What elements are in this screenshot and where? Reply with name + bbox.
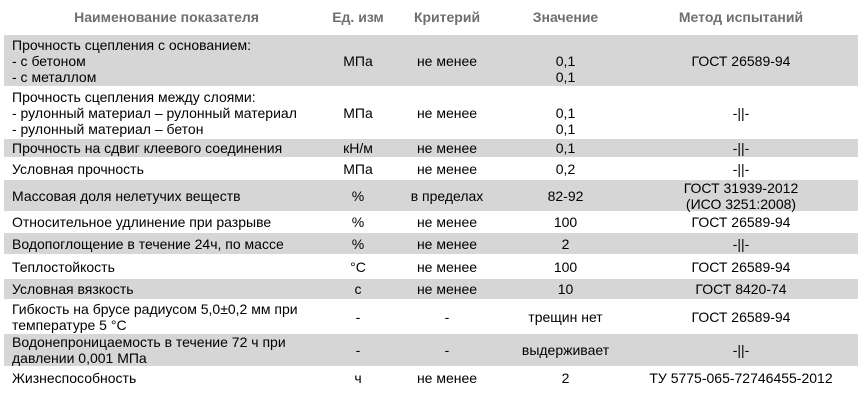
row-criterion-text: не менее: [416, 214, 478, 230]
properties-table: [4, 0, 858, 387]
row-value-text: 0,1: [555, 68, 576, 85]
row-name-text: Водопоглощение в течение 24ч, по массе: [12, 235, 284, 252]
row-value-text: 82-92: [547, 187, 584, 204]
row-method-cell: [624, 368, 858, 387]
row-unit-cell: [329, 180, 387, 211]
row-name-text: Прочность сцепления с основанием:: [12, 36, 252, 53]
row-value-text: [564, 37, 568, 53]
row-criterion-cell: [387, 301, 507, 332]
table-row: [4, 254, 858, 277]
row-unit-cell: [329, 233, 387, 254]
row-method-cell: [624, 35, 858, 86]
row-unit-text: °С: [350, 258, 366, 275]
row-method-cell: [624, 256, 858, 277]
row-criterion-cell: [387, 334, 507, 366]
row-value-text: 0,1: [555, 140, 576, 156]
table-row: [4, 299, 858, 332]
row-method-text: (ИСО 3251:2008): [685, 195, 797, 212]
row-criterion-text: не менее: [416, 369, 478, 386]
row-criterion-cell: [387, 139, 507, 157]
row-method-text: -||-: [732, 140, 750, 156]
table-row: [4, 178, 858, 211]
row-unit-text: ч: [354, 369, 362, 386]
row-method-cell: [624, 213, 858, 231]
row-value-text: 0,1: [555, 120, 576, 137]
row-criterion-cell: [387, 279, 507, 299]
row-name-cell: [4, 301, 329, 332]
table-body: [4, 33, 858, 387]
row-criterion-text: не менее: [416, 140, 478, 156]
row-criterion-text: не менее: [416, 258, 478, 275]
row-method-cell: [624, 334, 858, 366]
row-value-cell: [507, 180, 624, 211]
row-value-text: выдерживает: [521, 342, 610, 358]
row-value-cell: [507, 213, 624, 231]
row-name-cell: [4, 334, 329, 366]
row-method-text: ГОСТ 31939-2012: [683, 179, 799, 196]
row-name-text: Относительное удлинение при разрыве: [12, 214, 272, 230]
row-value-cell: [507, 139, 624, 157]
header-name: Наименование показателя: [74, 8, 259, 25]
row-method-text: ГОСТ 26589-94: [691, 214, 791, 230]
row-unit-cell: [329, 88, 387, 137]
row-name-cell: [4, 139, 329, 157]
row-value-text: 2: [561, 369, 570, 386]
row-criterion-text: не менее: [416, 104, 478, 121]
row-method-cell: [624, 279, 858, 299]
row-criterion-cell: [387, 35, 507, 86]
row-method-text: -||-: [732, 235, 750, 252]
row-value-cell: [507, 279, 624, 299]
table-row: [4, 33, 858, 86]
row-unit-cell: [329, 334, 387, 366]
row-value-text: 100: [553, 258, 578, 275]
row-value-text: 0,2: [555, 160, 576, 177]
row-unit-cell: [329, 301, 387, 332]
header-method: Метод испытаний: [678, 8, 804, 25]
table-row: [4, 157, 858, 178]
row-name-text: Прочность сцепления между слоями:: [12, 88, 256, 105]
row-unit-text: МПа: [343, 52, 373, 69]
row-method-cell: [624, 180, 858, 211]
table-row: [4, 211, 858, 231]
row-unit-text: -: [355, 342, 361, 358]
table-row: [4, 332, 858, 366]
row-criterion-cell: [387, 368, 507, 387]
header-criterion: Критерий: [413, 8, 481, 25]
row-name-text: Жизнеспособность: [12, 369, 137, 386]
row-criterion-cell: [387, 256, 507, 277]
row-criterion-text: -: [444, 308, 450, 325]
row-value-cell: [507, 256, 624, 277]
row-unit-text: МПа: [343, 104, 373, 121]
row-name-text: температуре 5 °С: [12, 316, 127, 333]
row-unit-cell: [329, 35, 387, 86]
table-row: [4, 277, 858, 299]
row-unit-cell: [329, 256, 387, 277]
row-name-text: Водонепроницаемость в течение 72 ч при: [12, 334, 286, 350]
row-unit-text: МПа: [343, 160, 373, 177]
row-criterion-cell: [387, 233, 507, 254]
row-criterion-text: не менее: [416, 235, 478, 252]
row-unit-text: %: [351, 235, 365, 252]
row-method-text: ТУ 5775-065-72746455-2012: [649, 369, 833, 386]
header-unit: Ед. изм: [332, 8, 384, 25]
row-value-cell: [507, 35, 624, 86]
table-row: [4, 366, 858, 387]
row-criterion-text: в пределах: [410, 187, 484, 204]
row-unit-cell: [329, 139, 387, 157]
row-method-text: ГОСТ 8420-74: [695, 281, 787, 297]
row-criterion-cell: [387, 213, 507, 231]
row-unit-text: -: [355, 308, 361, 325]
row-method-cell: [624, 139, 858, 157]
row-value-text: 0,1: [555, 104, 576, 121]
row-criterion-text: не менее: [416, 52, 478, 69]
row-criterion-text: не менее: [416, 281, 478, 297]
row-name-text: - с металлом: [12, 68, 97, 85]
row-value-text: [564, 89, 568, 105]
row-unit-cell: [329, 213, 387, 231]
row-method-text: ГОСТ 26589-94: [691, 258, 791, 275]
row-name-text: давлении 0,001 МПа: [12, 350, 147, 366]
row-name-cell: [4, 256, 329, 277]
row-method-cell: [624, 301, 858, 332]
row-value-text: 2: [561, 235, 570, 252]
row-name-cell: [4, 88, 329, 137]
row-unit-cell: [329, 368, 387, 387]
row-method-cell: [624, 88, 858, 137]
row-value-text: 100: [553, 214, 578, 230]
row-name-text: Гибкость на брусе радиусом 5,0±0,2 мм при: [12, 300, 298, 317]
row-value-cell: [507, 88, 624, 137]
row-name-text: Теплостойкость: [12, 258, 115, 275]
row-method-text: -||-: [732, 342, 750, 358]
row-unit-text: с: [354, 281, 362, 297]
row-name-text: Условная вязкость: [12, 281, 134, 297]
table-header: [4, 0, 858, 33]
row-name-cell: [4, 233, 329, 254]
row-name-cell: [4, 180, 329, 211]
row-criterion-text: -: [444, 342, 450, 358]
header-value: Значение: [532, 8, 599, 25]
row-method-text: ГОСТ 26589-94: [691, 52, 791, 69]
row-name-text: - рулонный материал – бетон: [12, 120, 204, 137]
row-method-cell: [624, 233, 858, 254]
row-value-cell: [507, 159, 624, 178]
row-value-cell: [507, 368, 624, 387]
row-name-text: Массовая доля нелетучих веществ: [12, 187, 241, 204]
row-criterion-cell: [387, 88, 507, 137]
row-value-cell: [507, 334, 624, 366]
row-value-text: трещин нет: [528, 308, 603, 325]
row-name-text: Условная прочность: [12, 160, 144, 177]
row-unit-cell: [329, 279, 387, 299]
row-name-text: Прочность на сдвиг клеевого соединения: [12, 140, 283, 156]
row-unit-text: %: [351, 214, 365, 230]
row-unit-text: %: [351, 187, 365, 204]
row-value-cell: [507, 301, 624, 332]
row-value-text: 10: [557, 281, 574, 297]
row-unit-text: кН/м: [343, 140, 373, 156]
row-name-cell: [4, 368, 329, 387]
row-value-cell: [507, 233, 624, 254]
row-method-cell: [624, 159, 858, 178]
row-method-text: -||-: [732, 104, 750, 121]
row-name-cell: [4, 213, 329, 231]
row-name-text: - с бетоном: [12, 52, 86, 69]
row-criterion-cell: [387, 180, 507, 211]
row-unit-cell: [329, 159, 387, 178]
row-name-text: - рулонный материал – рулонный материал: [12, 104, 297, 121]
row-criterion-text: не менее: [416, 160, 478, 177]
row-name-cell: [4, 35, 329, 86]
table-row: [4, 231, 858, 254]
row-criterion-cell: [387, 159, 507, 178]
table-row: [4, 137, 858, 157]
row-name-cell: [4, 279, 329, 299]
row-name-cell: [4, 159, 329, 178]
row-method-text: ГОСТ 26589-94: [691, 308, 791, 325]
row-method-text: -||-: [732, 160, 750, 177]
table-row: [4, 86, 858, 137]
row-value-text: 0,1: [555, 52, 576, 69]
